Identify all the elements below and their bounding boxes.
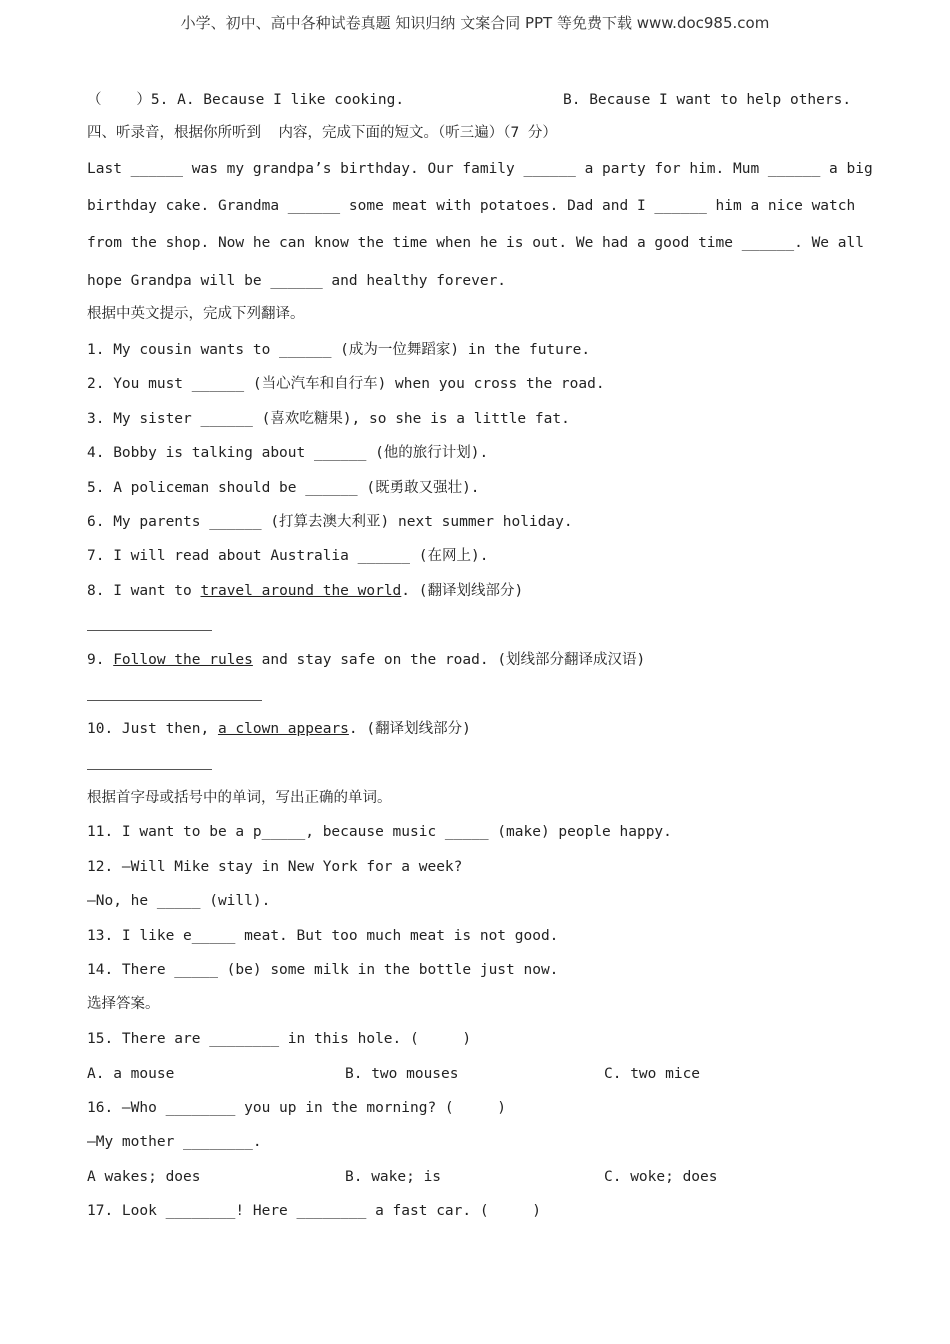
q15-option-c: C. two mice bbox=[604, 1066, 701, 1082]
word-item-12-question: 12. —Will Mike stay in New York for a week? bbox=[87, 859, 463, 875]
word-item-11: 11. I want to be a p_____, because music _____ (make) people happy. bbox=[87, 824, 672, 840]
q9-underlined-phrase: Follow the rules bbox=[113, 652, 253, 668]
q9-text-after: and stay safe on the road. (划线部分翻译成汉语) bbox=[252, 652, 646, 668]
q17-stem: 17. Look ________! Here ________ a fast car. ( ) bbox=[87, 1203, 541, 1219]
passage-line-2: birthday cake. Grandma ______ some meat with potatoes. Dad and I ______ him a nice watch bbox=[87, 198, 856, 214]
q16-option-c: C. woke; does bbox=[604, 1169, 718, 1185]
translation-item-7: 7. I will read about Australia ______ (在网上). bbox=[87, 548, 489, 564]
q8-answer-line bbox=[87, 630, 212, 631]
translation-item-2: 2. You must ______ (当心汽车和自行车) when you cross the road. bbox=[87, 376, 605, 392]
q16-stem-reply: —My mother ________. bbox=[87, 1134, 262, 1150]
section-4-title: 四、听录音，根据你所听到 内容，完成下面的短文。（听三遍）（7 分） bbox=[87, 125, 557, 141]
translation-item-9 bbox=[87, 650, 645, 670]
translation-item-5: 5. A policeman should be ______ (既勇敢又强壮). bbox=[87, 480, 480, 496]
q8-text-after: . (翻译划线部分) bbox=[401, 583, 524, 599]
q16-option-a: A wakes; does bbox=[87, 1169, 201, 1185]
q9-answer-line bbox=[87, 700, 262, 701]
translation-item-10 bbox=[87, 719, 471, 739]
q10-text-after: . (翻译划线部分) bbox=[348, 721, 471, 737]
word-section-title: 根据首字母或括号中的单词，写出正确的单词。 bbox=[87, 790, 392, 806]
q16-option-b: B. wake; is bbox=[345, 1169, 442, 1185]
word-item-13: 13. I like e_____ meat. But too much meat is not good. bbox=[87, 928, 559, 944]
q10-text-before: 10. Just then, bbox=[87, 721, 218, 737]
q16-stem: 16. —Who ________ you up in the morning? ( ) bbox=[87, 1100, 507, 1116]
q5-option-a: （ ）5. A. Because I like cooking. bbox=[87, 92, 405, 108]
q8-underlined-phrase: travel around the world bbox=[200, 583, 402, 599]
translation-item-1: 1. My cousin wants to ______ (成为一位舞蹈家) in the future. bbox=[87, 342, 591, 358]
q15-option-a: A. a mouse bbox=[87, 1066, 175, 1082]
word-item-14: 14. There _____ (be) some milk in the bottle just now. bbox=[87, 962, 559, 978]
q8-text-before: 8. I want to bbox=[87, 583, 201, 599]
choice-section-title: 选择答案。 bbox=[87, 996, 160, 1012]
q10-underlined-phrase: a clown appears bbox=[217, 721, 349, 737]
word-item-12-answer: —No, he _____ (will). bbox=[87, 893, 271, 909]
translation-item-3: 3. My sister ______ (喜欢吃糖果), so she is a little fat. bbox=[87, 411, 570, 427]
translation-section-title: 根据中英文提示，完成下列翻译。 bbox=[87, 306, 305, 322]
page-header-banner: 小学、初中、高中各种试卷真题 知识归纳 文案合同 PPT 等免费下载 www.doc985.com bbox=[180, 14, 770, 32]
translation-item-6: 6. My parents ______ (打算去澳大利亚) next summer holiday. bbox=[87, 514, 573, 530]
translation-item-8 bbox=[87, 581, 523, 601]
passage-line-1: Last ______ was my grandpa’s birthday. Our family ______ a party for him. Mum ______ a big bbox=[87, 161, 873, 177]
q10-answer-line bbox=[87, 769, 212, 770]
q15-option-b: B. two mouses bbox=[345, 1066, 459, 1082]
passage-line-4: hope Grandpa will be ______ and healthy forever. bbox=[87, 273, 507, 289]
q5-option-b: B. Because I want to help others. bbox=[563, 92, 852, 108]
q15-stem: 15. There are ________ in this hole. ( ) bbox=[87, 1031, 472, 1047]
q9-text-before: 9. bbox=[87, 652, 114, 668]
passage-line-3: from the shop. Now he can know the time when he is out. We had a good time ______. We all bbox=[87, 235, 864, 251]
translation-item-4: 4. Bobby is talking about ______ (他的旅行计划). bbox=[87, 445, 489, 461]
